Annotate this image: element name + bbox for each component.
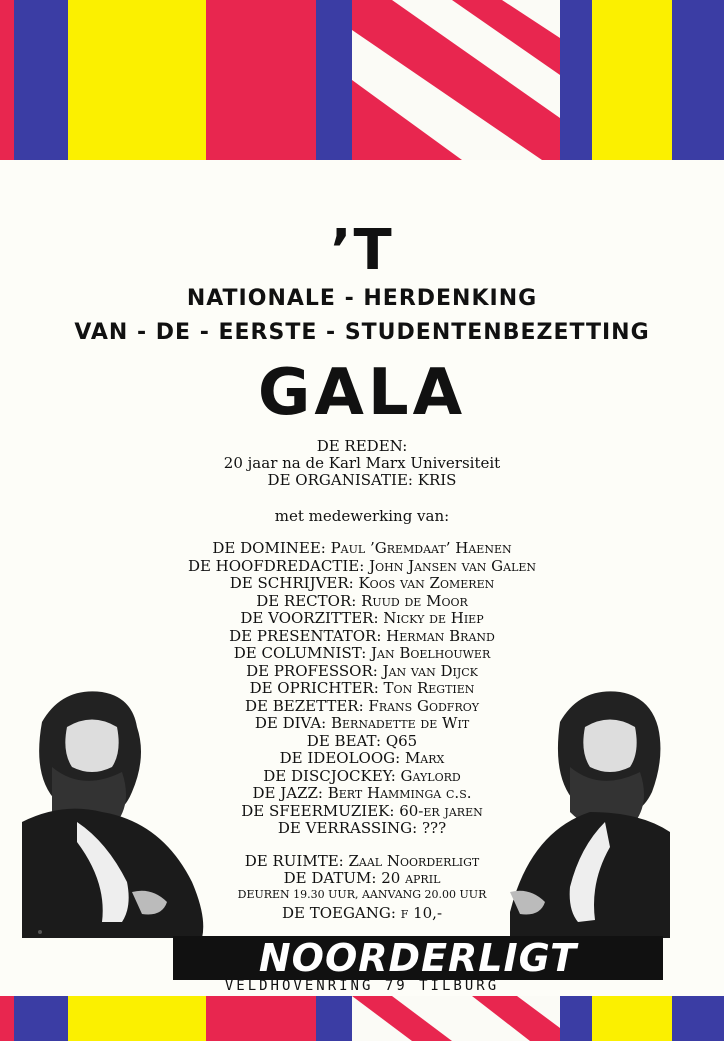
diagonal-stripes-graphic (352, 996, 560, 1041)
marx-portrait-left (22, 682, 212, 938)
credit-line: DE JAZZ: Bert Hamminga c.s. (252, 784, 472, 802)
stripe-red (0, 0, 14, 160)
stripe-blue (14, 996, 68, 1041)
stripe-yellow (68, 0, 206, 160)
stripe-blue (560, 996, 592, 1041)
title-line-2: VAN - DE - EERSTE - STUDENTENBEZETTING (74, 320, 650, 345)
times-text: DEUREN 19.30 UUR, AANVANG 20.00 UUR (237, 888, 487, 901)
stripe-yellow (592, 996, 672, 1041)
stripe-blue (316, 996, 352, 1041)
venue-text: DE RUIMTE: Zaal Noorderligt (244, 852, 480, 870)
diagonal-stripes (352, 0, 560, 160)
credit-line: DE DOMINEE: Paul ’Gremdaat’ Haenen (212, 539, 512, 557)
reason-text: 20 jaar na de Karl Marx Universiteit (223, 454, 501, 472)
bottom-color-band (0, 996, 724, 1041)
credit-line: DE HOOFDREDACTIE: John Jansen van Galen (187, 556, 537, 575)
credit-line: DE PRESENTATOR: Herman Brand (229, 626, 495, 645)
stripe-red (206, 996, 316, 1041)
credit-line: DE COLUMNIST: Jan Boelhouwer (233, 644, 491, 662)
top-color-band (0, 0, 724, 160)
diagonal-stripes (352, 996, 560, 1041)
credit-line: DE BEZETTER: Frans Godfroy (244, 696, 480, 715)
reason-label: DE REDEN: (316, 437, 408, 455)
credit-line: DE BEAT: Q65 (306, 731, 418, 750)
cooperation-text: met medewerking van: (274, 507, 450, 525)
date-text: DE DATUM: 20 april (283, 869, 441, 887)
stripe-blue (316, 0, 352, 160)
credit-line: DE SCHRIJVER: Koos van Zomeren (229, 574, 495, 592)
venue-name-banner: NOORDERLIGT (173, 936, 663, 980)
entry-text: DE TOEGANG: f 10,- (281, 904, 443, 922)
credit-line: DE PROFESSOR: Jan van Dijck (246, 661, 478, 680)
credit-line: DE DISCJOCKEY: Gaylord (263, 766, 461, 785)
credit-line: DE RECTOR: Ruud de Moor (256, 591, 468, 610)
credit-line: DE IDEOLOOG: Marx (279, 749, 445, 767)
stripe-red (0, 996, 14, 1041)
stripe-blue (672, 0, 724, 160)
credit-line: DE VERRASSING: ??? (277, 819, 447, 837)
stripe-yellow (68, 996, 206, 1041)
venue-address: VELDHOVENRING 79 TILBURG (224, 978, 500, 994)
stripe-blue (560, 0, 592, 160)
marx-portrait-right (510, 682, 670, 938)
organisation-text: DE ORGANISATIE: KRIS (267, 471, 457, 489)
stripe-yellow (592, 0, 672, 160)
title-line-1: NATIONALE - HERDENKING (186, 286, 538, 311)
stripe-blue (14, 0, 68, 160)
stripe-red (206, 0, 316, 160)
diagonal-stripes-graphic (352, 0, 560, 160)
credit-line: DE SFEERMUZIEK: 60-er jaren (241, 801, 483, 820)
credit-line: DE VOORZITTER: Nicky de Hiep (240, 609, 484, 627)
stripe-blue (672, 996, 724, 1041)
credit-line: DE DIVA: Bernadette de Wit (254, 714, 470, 732)
pre-title: ’T (330, 218, 394, 283)
credit-line: DE OPRICHTER: Ton Regtien (249, 679, 475, 697)
gala-title: GALA (257, 356, 467, 430)
print-speck (38, 930, 42, 934)
